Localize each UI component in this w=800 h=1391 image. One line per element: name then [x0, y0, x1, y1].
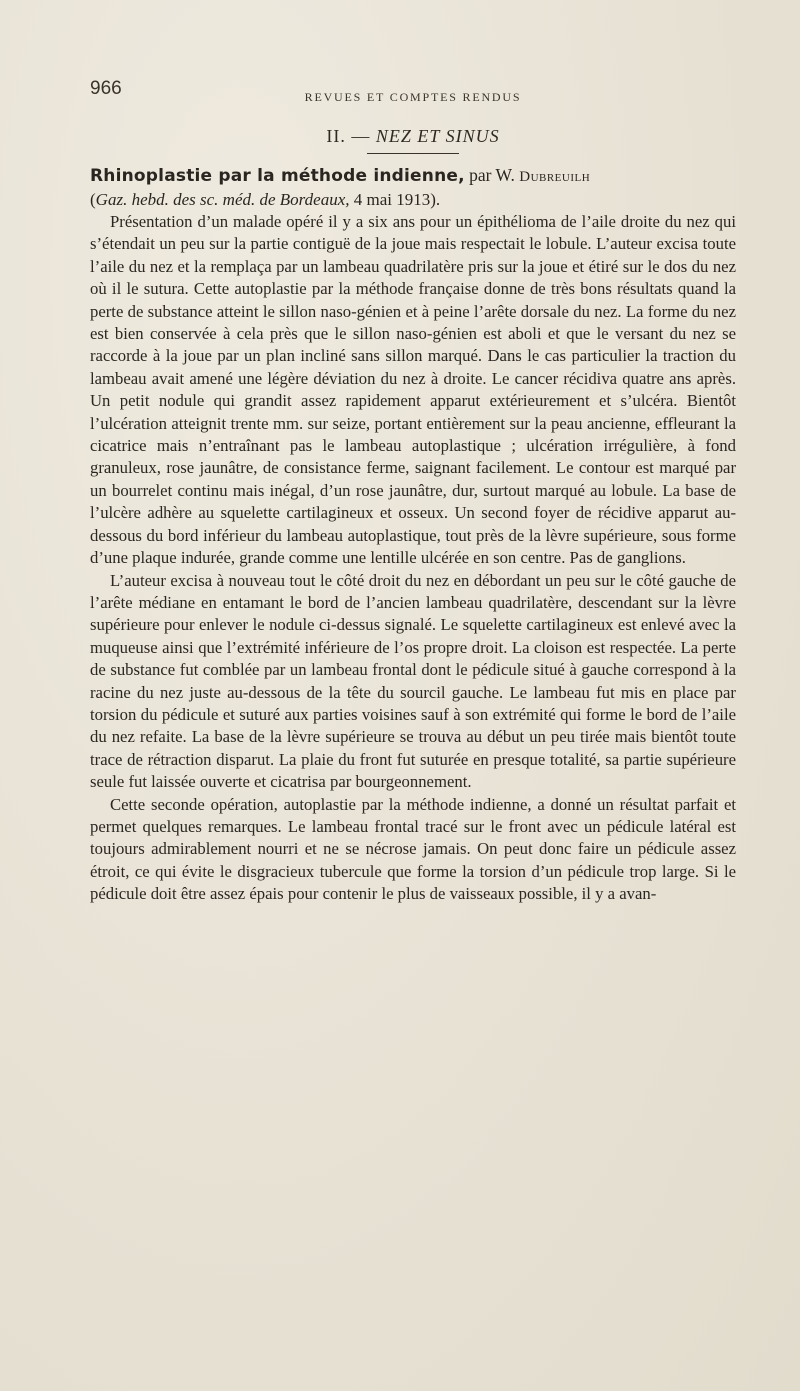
paragraph-3: Cette seconde opération, autoplastie par la méthode indienne, a donné un résultat parfait et permet quelques remarques. Le lambeau frontal tracé sur le front avec un pédicule latéral est toujours admirablement nourri et ne se nécrose jamais. On peut donc faire un pédicule assez étroit, ce qui évite le disgracieux tubercule que forme la torsion d’un pédicule trop large. Si le pédicule doit être assez épais pour contenir le plus de vaisseaux possible, il y a avan-: [90, 794, 736, 904]
article-heading: [90, 164, 736, 211]
document-page: [90, 78, 736, 906]
article-citation: [90, 190, 440, 209]
section-heading: [90, 126, 736, 147]
paragraph-1: Présentation d’un malade opéré il y a six ans pour un épithélioma de l’aile droite du nez qui s’étendait un peu sur la partie contiguë de la joue mais respectait le lobule. L’auteur excisa toute l’aile du nez et la remplaça par un lambeau quadrilatère pris sur la joue et étiré sur le dos du nez où il le sutura. Cette autoplastie par la méthode française donne de très bons résultats quand la perte de substance atteint le sillon naso-génien et à peine l’arête dorsale du nez. La forme du nez est bien conservée à cela près que le sillon naso-génien est aboli et que le versant du nez se raccorde à la joue par un plan incliné sans sillon marqué. Dans le cas particulier la traction du lambeau avait amené une légère déviation du nez à droite. Le cancer récidiva quatre ans après. Un petit nodule qui grandit assez rapidement apparut extérieurement et s’ulcéra. Bientôt l’ulcération atteignit trente mm. sur seize, portant entièrement sur la peau ancienne, effleurant la cicatrice mais n’entraînant pas le lambeau autoplastique ; ulcération irrégulière, à fond granuleux, rose jaunâtre, de consistance ferme, saignant facilement. Le contour est marqué par un bourrelet continu mais inégal, d’un rose jaunâtre, dur, surtout marqué au lobule. La base de l’ulcère adhère au squelette cartilagineux et osseux. Un second foyer de récidive apparut au-dessous du bord inférieur du lambeau autoplastique, tout près de la lèvre supérieure, sous forme d’une plaque indurée, grande comme une lentille ulcérée en son centre. Pas de ganglions.: [90, 212, 736, 568]
page-header: [90, 78, 736, 106]
paragraph-2: L’auteur excisa à nouveau tout le côté droit du nez en débordant un peu sur le côté gauche de l’arête médiane en entamant le bord de l’ancien lambeau quadrilatère, descendant sur la lèvre supérieure pour enlever le nodule ci-dessus signalé. Le squelette cartilagineux est enlevé avec la muqueuse ainsi que l’extrémité inférieure de l’os propre droit. La cloison est respectée. La perte de substance fut comblée par un lambeau frontal dont le pédicule situé à gauche correspond à la racine du nez juste au-dessous de la tête du sourcil gauche. Le lambeau fut mis en place par torsion du pédicule et suturé aux parties voisines sauf à son extrémité qui forme le bord de l’aile du nez refaite. La base de la lèvre supérieure se trouva au début un peu tirée mais bientôt toute trace de rétraction disparut. La plaie du front fut suturée en presque totalité, sa partie supérieure seule fut laissée ouverte et cicatrisa par bourgeonnement.: [90, 570, 736, 792]
article-body: [90, 211, 736, 906]
running-head: REVUES ET COMPTES RENDUS: [304, 90, 522, 104]
citation-journal: Gaz. hebd. des sc. méd. de Bordeaux,: [95, 190, 350, 209]
section-number: II. —: [326, 126, 371, 146]
section-divider: [367, 153, 459, 154]
citation-date: 4 mai 1913).: [353, 190, 441, 209]
article-title: Rhinoplastie par la méthode indienne,: [90, 166, 465, 186]
article-by: par W.: [469, 165, 515, 185]
page-number: 966: [90, 78, 122, 99]
section-title: NEZ ET SINUS: [375, 126, 500, 146]
citation-open: (: [90, 190, 96, 209]
article-author: Dubreuilh: [519, 169, 591, 185]
